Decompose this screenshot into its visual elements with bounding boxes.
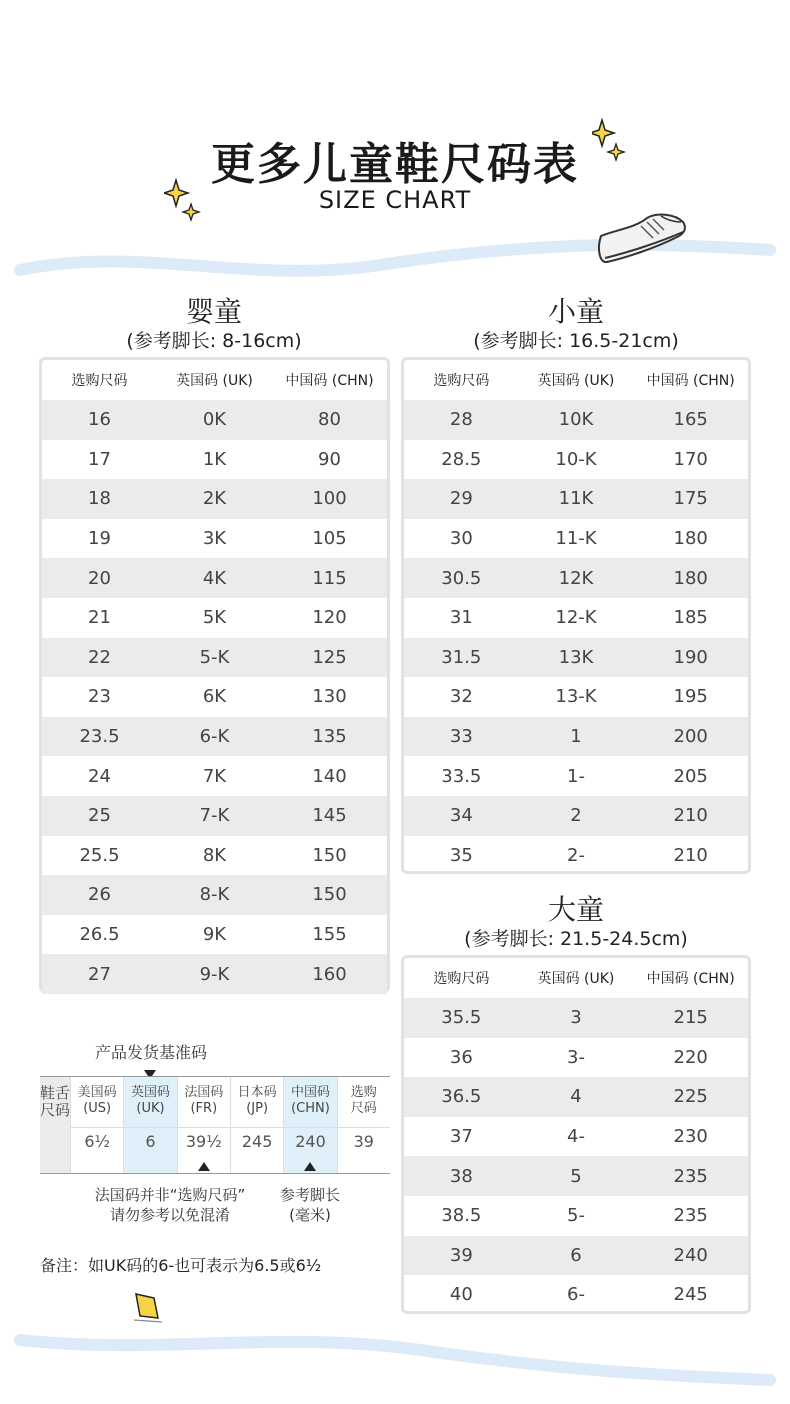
- table-cell: 19: [88, 528, 111, 550]
- table-row: [404, 836, 748, 876]
- table-body: [404, 998, 748, 1315]
- table-cell: 235: [673, 1165, 708, 1187]
- reference-col-jp: [230, 1077, 283, 1173]
- table-cell: 195: [673, 686, 708, 708]
- col-title: 中国码: [290, 1085, 330, 1100]
- table-cell: 40: [449, 1284, 473, 1306]
- table-row: [42, 756, 387, 796]
- big-title: 大童: [547, 893, 604, 926]
- table-cell: 35.5: [441, 1007, 482, 1029]
- table-cell: 22: [88, 646, 111, 668]
- table-row: [404, 717, 748, 757]
- table-cell: 225: [673, 1086, 708, 1108]
- table-cell: 12K: [558, 567, 594, 589]
- big-subtitle: (参考脚长: 21.5-24.5cm): [464, 928, 688, 950]
- table-cell: 5-: [567, 1205, 585, 1227]
- table-row: [42, 836, 387, 876]
- table-cell: 16: [88, 409, 111, 431]
- table-row: [404, 756, 748, 796]
- table-cell: 2K: [202, 488, 227, 510]
- col-value: 245: [231, 1127, 283, 1173]
- table-cell: 3-: [567, 1046, 585, 1068]
- table-cell: 220: [673, 1046, 708, 1068]
- table-cell: 20: [88, 567, 111, 589]
- col-value: 39: [338, 1127, 390, 1173]
- table-cell: 205: [673, 765, 708, 787]
- column-header: 选购尺码: [433, 971, 490, 987]
- table-cell: 170: [673, 448, 708, 470]
- table-cell: 31.5: [441, 646, 482, 668]
- table-row: [404, 1038, 748, 1078]
- col-value: 39½: [178, 1127, 230, 1173]
- table-row: [404, 1275, 748, 1315]
- reference-col-uk: [123, 1077, 176, 1173]
- table-cell: 8K: [202, 844, 227, 866]
- table-cell: 30.5: [441, 567, 482, 589]
- table-row: [42, 638, 387, 678]
- col-title: 法国码: [184, 1085, 224, 1100]
- reference-col-chn: [283, 1077, 336, 1173]
- table-cell: 4: [570, 1086, 582, 1108]
- table-cell: 105: [312, 528, 347, 550]
- col-unit: (FR): [190, 1101, 218, 1116]
- table-cell: 8-K: [199, 884, 230, 906]
- pointer-up-icon: [304, 1162, 316, 1171]
- col-unit: (JP): [246, 1101, 269, 1116]
- child-title: 小童: [547, 295, 604, 328]
- table-row: [404, 598, 748, 638]
- table-cell: 145: [312, 805, 347, 827]
- table-cell: 29: [449, 488, 473, 510]
- table-row: [404, 400, 748, 440]
- bottom-wave: [0, 1320, 790, 1400]
- row-label: 鞋舌尺码: [40, 1077, 70, 1173]
- child-size-table: [401, 357, 751, 874]
- table-cell: 12-K: [555, 607, 597, 629]
- table-header: [404, 958, 748, 998]
- table-cell: 2-: [567, 844, 585, 866]
- table-cell: 1K: [202, 448, 227, 470]
- table-cell: 17: [88, 448, 111, 470]
- col-unit: (US): [83, 1101, 112, 1116]
- table-row: [42, 875, 387, 915]
- table-cell: 33: [449, 726, 473, 748]
- table-row: [404, 479, 748, 519]
- table-header: [42, 360, 387, 400]
- reference-size-table: [40, 1076, 390, 1174]
- table-cell: 23: [88, 686, 111, 708]
- table-cell: 6: [570, 1244, 582, 1266]
- col-title: 日本码: [237, 1085, 277, 1100]
- remark-text: 备注：如UK码的6-也可表示为6.5或6½: [40, 1256, 322, 1275]
- table-cell: 165: [673, 409, 708, 431]
- table-body: [42, 400, 387, 994]
- table-cell: 18: [88, 488, 111, 510]
- infant-size-table: [39, 357, 390, 993]
- note-fr: 法国码并非“选购尺码” 请勿参考以免混淆: [94, 1186, 246, 1224]
- table-cell: 26.5: [79, 924, 120, 946]
- table-cell: 33.5: [441, 765, 482, 787]
- table-row: [42, 954, 387, 994]
- page-subtitle: SIZE CHART: [318, 186, 472, 214]
- table-cell: 31: [449, 607, 473, 629]
- table-cell: 180: [673, 567, 708, 589]
- table-row: [404, 558, 748, 598]
- table-row: [404, 440, 748, 480]
- table-cell: 1: [570, 726, 582, 748]
- table-cell: 24: [88, 765, 111, 787]
- table-cell: 10-K: [555, 448, 597, 470]
- column-header: 中国码 (CHN): [646, 971, 735, 987]
- col-value: 6½: [71, 1127, 123, 1173]
- table-row: [42, 519, 387, 559]
- table-cell: 215: [673, 1007, 708, 1029]
- child-subtitle: (参考脚长: 16.5-21cm): [473, 330, 679, 352]
- table-cell: 1-: [567, 765, 585, 787]
- note-foot-length: 参考脚长 (毫米): [279, 1186, 340, 1224]
- page-title: 更多儿童鞋尺码表: [211, 139, 579, 190]
- table-cell: 38.5: [441, 1205, 482, 1227]
- table-cell: 190: [673, 646, 708, 668]
- table-cell: 245: [673, 1284, 708, 1306]
- column-header: 选购尺码: [71, 373, 128, 389]
- table-cell: 5K: [202, 607, 227, 629]
- table-cell: 35: [449, 844, 473, 866]
- table-row: [42, 479, 387, 519]
- table-cell: 175: [673, 488, 708, 510]
- table-cell: 240: [673, 1244, 708, 1266]
- table-row: [42, 796, 387, 836]
- table-cell: 155: [312, 924, 347, 946]
- column-header: 英国码 (UK): [537, 373, 615, 389]
- table-cell: 4K: [202, 567, 227, 589]
- table-cell: 80: [318, 409, 341, 431]
- table-cell: 235: [673, 1205, 708, 1227]
- table-row: [42, 440, 387, 480]
- table-cell: 200: [673, 726, 708, 748]
- table-cell: 25: [88, 805, 111, 827]
- table-cell: 6-: [567, 1284, 585, 1306]
- table-header: [404, 360, 748, 400]
- table-cell: 36.5: [441, 1086, 482, 1108]
- col-title: 英国码: [130, 1085, 170, 1100]
- table-cell: 11K: [558, 488, 594, 510]
- table-cell: 28.5: [441, 448, 482, 470]
- table-cell: 115: [312, 567, 347, 589]
- table-cell: 26: [88, 884, 111, 906]
- shoe-icon: [595, 208, 690, 272]
- table-row: [404, 998, 748, 1038]
- table-cell: 100: [312, 488, 347, 510]
- table-cell: 25.5: [79, 844, 120, 866]
- table-cell: 34: [449, 805, 473, 827]
- table-row: [404, 1077, 748, 1117]
- reference-col-select: [337, 1077, 390, 1173]
- pointer-up-icon: [198, 1162, 210, 1171]
- table-row: [42, 677, 387, 717]
- table-cell: 2: [570, 805, 582, 827]
- table-row: [404, 1236, 748, 1276]
- table-cell: 3: [570, 1007, 582, 1029]
- reference-col-us: [70, 1077, 123, 1173]
- table-cell: 39: [449, 1244, 473, 1266]
- table-cell: 27: [88, 963, 111, 985]
- table-row: [404, 1117, 748, 1157]
- table-cell: 9-K: [199, 963, 230, 985]
- infant-subtitle: (参考脚长: 8-16cm): [126, 330, 302, 352]
- table-cell: 210: [673, 844, 708, 866]
- table-cell: 5: [570, 1165, 582, 1187]
- table-cell: 28: [449, 409, 473, 431]
- table-cell: 125: [312, 646, 347, 668]
- table-cell: 150: [312, 884, 347, 906]
- col-value: 6: [124, 1127, 176, 1173]
- table-cell: 13-K: [555, 686, 597, 708]
- table-cell: 37: [449, 1126, 473, 1148]
- table-row: [42, 598, 387, 638]
- table-cell: 180: [673, 528, 708, 550]
- table-cell: 6K: [202, 686, 227, 708]
- table-row: [404, 677, 748, 717]
- table-row: [42, 400, 387, 440]
- column-header: 选购尺码: [433, 373, 490, 389]
- table-body: [404, 400, 748, 875]
- table-cell: 7-K: [199, 805, 230, 827]
- table-cell: 185: [673, 607, 708, 629]
- table-cell: 135: [312, 726, 347, 748]
- col-title: 选购: [350, 1085, 377, 1100]
- table-cell: 38: [449, 1165, 473, 1187]
- table-cell: 11-K: [555, 528, 597, 550]
- table-cell: 0K: [202, 409, 227, 431]
- table-cell: 7K: [202, 765, 227, 787]
- column-header: 中国码 (CHN): [646, 373, 735, 389]
- table-row: [404, 1156, 748, 1196]
- col-unit: (CHN): [291, 1101, 330, 1116]
- table-cell: 230: [673, 1126, 708, 1148]
- table-cell: 210: [673, 805, 708, 827]
- table-row: [404, 796, 748, 836]
- infant-title: 婴童: [185, 295, 242, 328]
- table-cell: 150: [312, 844, 347, 866]
- reference-col-fr: [177, 1077, 230, 1173]
- table-cell: 10K: [558, 409, 594, 431]
- table-row: [42, 717, 387, 757]
- big-size-table: [401, 955, 751, 1314]
- table-row: [404, 638, 748, 678]
- table-row: [42, 558, 387, 598]
- table-cell: 23.5: [79, 726, 120, 748]
- table-row: [42, 915, 387, 955]
- table-cell: 36: [449, 1046, 473, 1068]
- table-cell: 21: [88, 607, 111, 629]
- column-header: 英国码 (UK): [537, 971, 615, 987]
- table-cell: 4-: [567, 1126, 585, 1148]
- table-cell: 30: [449, 528, 473, 550]
- table-cell: 32: [449, 686, 473, 708]
- col-title: 美国码: [77, 1085, 117, 1100]
- table-cell: 3K: [202, 528, 227, 550]
- col-value: 240: [284, 1127, 336, 1173]
- table-cell: 6-K: [199, 726, 230, 748]
- table-cell: 5-K: [199, 646, 230, 668]
- table-cell: 90: [318, 448, 341, 470]
- table-cell: 13K: [558, 646, 594, 668]
- reference-title: 产品发货基准码: [95, 1043, 208, 1062]
- table-cell: 140: [312, 765, 347, 787]
- col-unit: (UK): [136, 1101, 165, 1116]
- column-header: 中国码 (CHN): [285, 373, 374, 389]
- table-cell: 120: [312, 607, 347, 629]
- table-cell: 130: [312, 686, 347, 708]
- table-cell: 160: [312, 963, 347, 985]
- table-cell: 9K: [202, 924, 227, 946]
- table-row: [404, 1196, 748, 1236]
- sparkle-icon: [128, 1290, 164, 1326]
- column-header: 英国码 (UK): [176, 373, 253, 389]
- col-unit: 尺码: [350, 1101, 377, 1116]
- table-row: [404, 519, 748, 559]
